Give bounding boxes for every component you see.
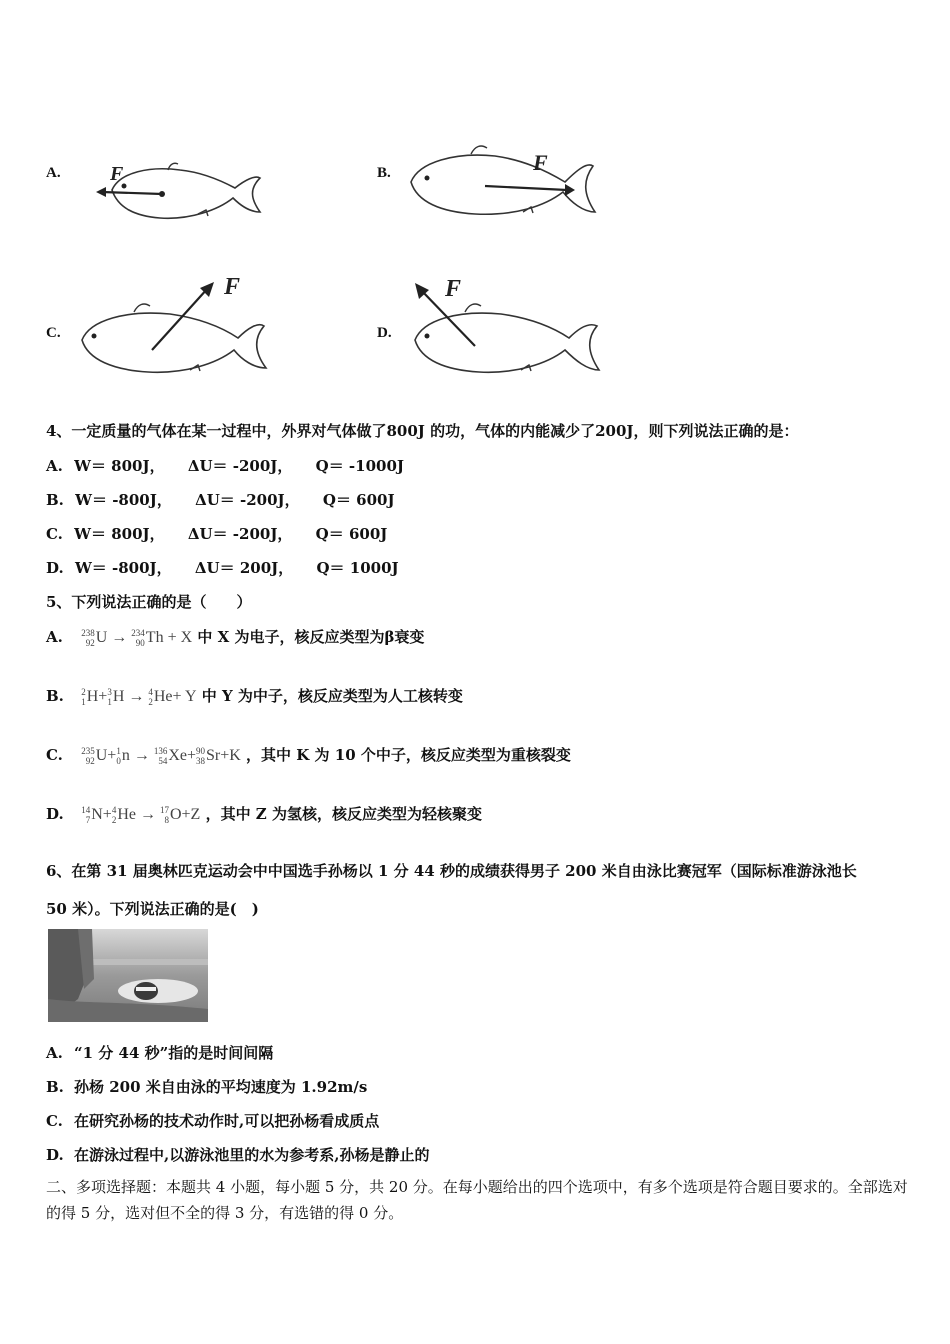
q4-option-c-w: W＝ 800J，: [74, 525, 165, 543]
q5-option-b-label: B.: [46, 687, 64, 705]
q5-option-c-label: C.: [46, 746, 63, 764]
q4-option-c-label: C.: [46, 525, 63, 543]
q5-option-d: [46, 803, 482, 825]
q5-equation-d: 14 7 N+ 4 2 He → 17 8 O+Z: [81, 805, 201, 825]
q4-option-a-du: ΔU＝ -200J，: [187, 457, 293, 475]
q5-option-a-label: A.: [46, 628, 63, 646]
fish-diagram-a: [90, 150, 270, 230]
q6-stem-line1: 6、在第 31 届奥林匹克运动会中中国选手孙杨以 1 分 44 秒的成绩获得男子 200 米自由泳比赛冠军（国际标准游泳池长: [46, 862, 857, 880]
q5-equation-c: 235 92 U+ 1 0 n → 136 54 Xe+ 90 38 Sr+K: [81, 746, 241, 766]
q6-stem-line2: 50 米）。下列说法正确的是( ): [46, 900, 259, 918]
q6-option-a-label: A.: [46, 1044, 63, 1062]
swimmer-photo: [48, 929, 208, 1022]
q5-equation-b: 2 1 H+ 3 1 H → 4 2 He+ Y: [81, 687, 197, 707]
force-label-d: F: [445, 276, 462, 302]
option-label-d: D.: [377, 325, 392, 341]
q4-option-b: [46, 489, 395, 510]
q6-option-c-label: C.: [46, 1112, 63, 1130]
q6-option-c: [46, 1110, 379, 1131]
q4-option-b-w: W＝ -800J，: [75, 491, 172, 509]
q6-option-d-text: 在游泳过程中,以游泳池里的水为参考系,孙杨是静止的: [74, 1146, 430, 1164]
q5-option-c: [46, 744, 571, 766]
q4-option-c-q: Q＝ 600J: [315, 525, 388, 543]
fish-diagram-b: [405, 140, 605, 230]
q4-option-a-label: A.: [46, 457, 63, 475]
section-2-instructions: 二、多项选择题：本题共 4 小题，每小题 5 分，共 20 分。在每小题给出的四个选项中，有多个选项是符合题目要求的。全部选对的得 5 分，选对但不全的得 3 分，有选错的得 0 分。: [46, 1178, 908, 1222]
q6-option-b-text: 孙杨 200 米自由泳的平均速度为 1.92m/s: [74, 1078, 368, 1096]
q6-option-d: [46, 1144, 429, 1165]
q6-option-b: [46, 1076, 367, 1097]
fish-diagram-c: [78, 268, 278, 383]
q4-option-d-du: ΔU＝ 200J，: [194, 559, 294, 577]
q4-option-d-q: Q＝ 1000J: [316, 559, 399, 577]
q5-option-d-label: D.: [46, 805, 64, 823]
q5-option-a-text: 中 X 为电子，核反应类型为β衰变: [197, 628, 425, 646]
force-label-c: F: [224, 274, 241, 300]
q4-option-a: [46, 455, 404, 476]
q4-option-d-label: D.: [46, 559, 64, 577]
q4-stem: 4、一定质量的气体在某一过程中，外界对气体做了800J 的功，气体的内能减少了200J，则下列说法正确的是：: [46, 422, 799, 440]
q4-option-d-w: W＝ -800J，: [74, 559, 172, 577]
q5-option-c-text: ，其中 K 为 10 个中子，核反应类型为重核裂变: [246, 746, 571, 764]
q5-option-b-text: 中 Y 为中子，核反应类型为人工核转变: [201, 687, 463, 705]
q5-stem: 5、下列说法正确的是（ ）: [46, 593, 252, 611]
force-label-a: F: [110, 163, 124, 185]
q4-option-b-label: B.: [46, 491, 64, 509]
q4-option-a-w: W＝ 800J，: [74, 457, 165, 475]
option-label-a: A.: [46, 165, 61, 181]
q5-equation-a: 238 92 U → 234 90 Th + X: [81, 628, 193, 648]
option-label-b: B.: [377, 165, 391, 181]
q6-option-d-label: D.: [46, 1146, 64, 1164]
force-label-b: F: [533, 150, 548, 175]
q6-option-a: [46, 1042, 273, 1063]
fish-diagram-d: [405, 268, 610, 383]
q4-option-b-q: Q＝ 600J: [322, 491, 395, 509]
q5-option-a: [46, 626, 424, 648]
q6-option-b-label: B.: [46, 1078, 64, 1096]
q4-option-a-q: Q＝ -1000J: [315, 457, 405, 475]
q6-option-a-text: “1 分 44 秒”指的是时间间隔: [74, 1044, 274, 1062]
q6-option-c-text: 在研究孙杨的技术动作时,可以把孙杨看成质点: [74, 1112, 380, 1130]
q5-option-b: [46, 685, 463, 707]
q4-option-b-du: ΔU＝ -200J，: [195, 491, 300, 509]
q4-option-d: [46, 557, 399, 578]
q5-option-d-text: ，其中 Z 为氢核，核反应类型为轻核聚变: [205, 805, 482, 823]
q4-option-c: [46, 523, 387, 544]
option-label-c: C.: [46, 325, 61, 341]
q4-option-c-du: ΔU＝ -200J，: [187, 525, 293, 543]
